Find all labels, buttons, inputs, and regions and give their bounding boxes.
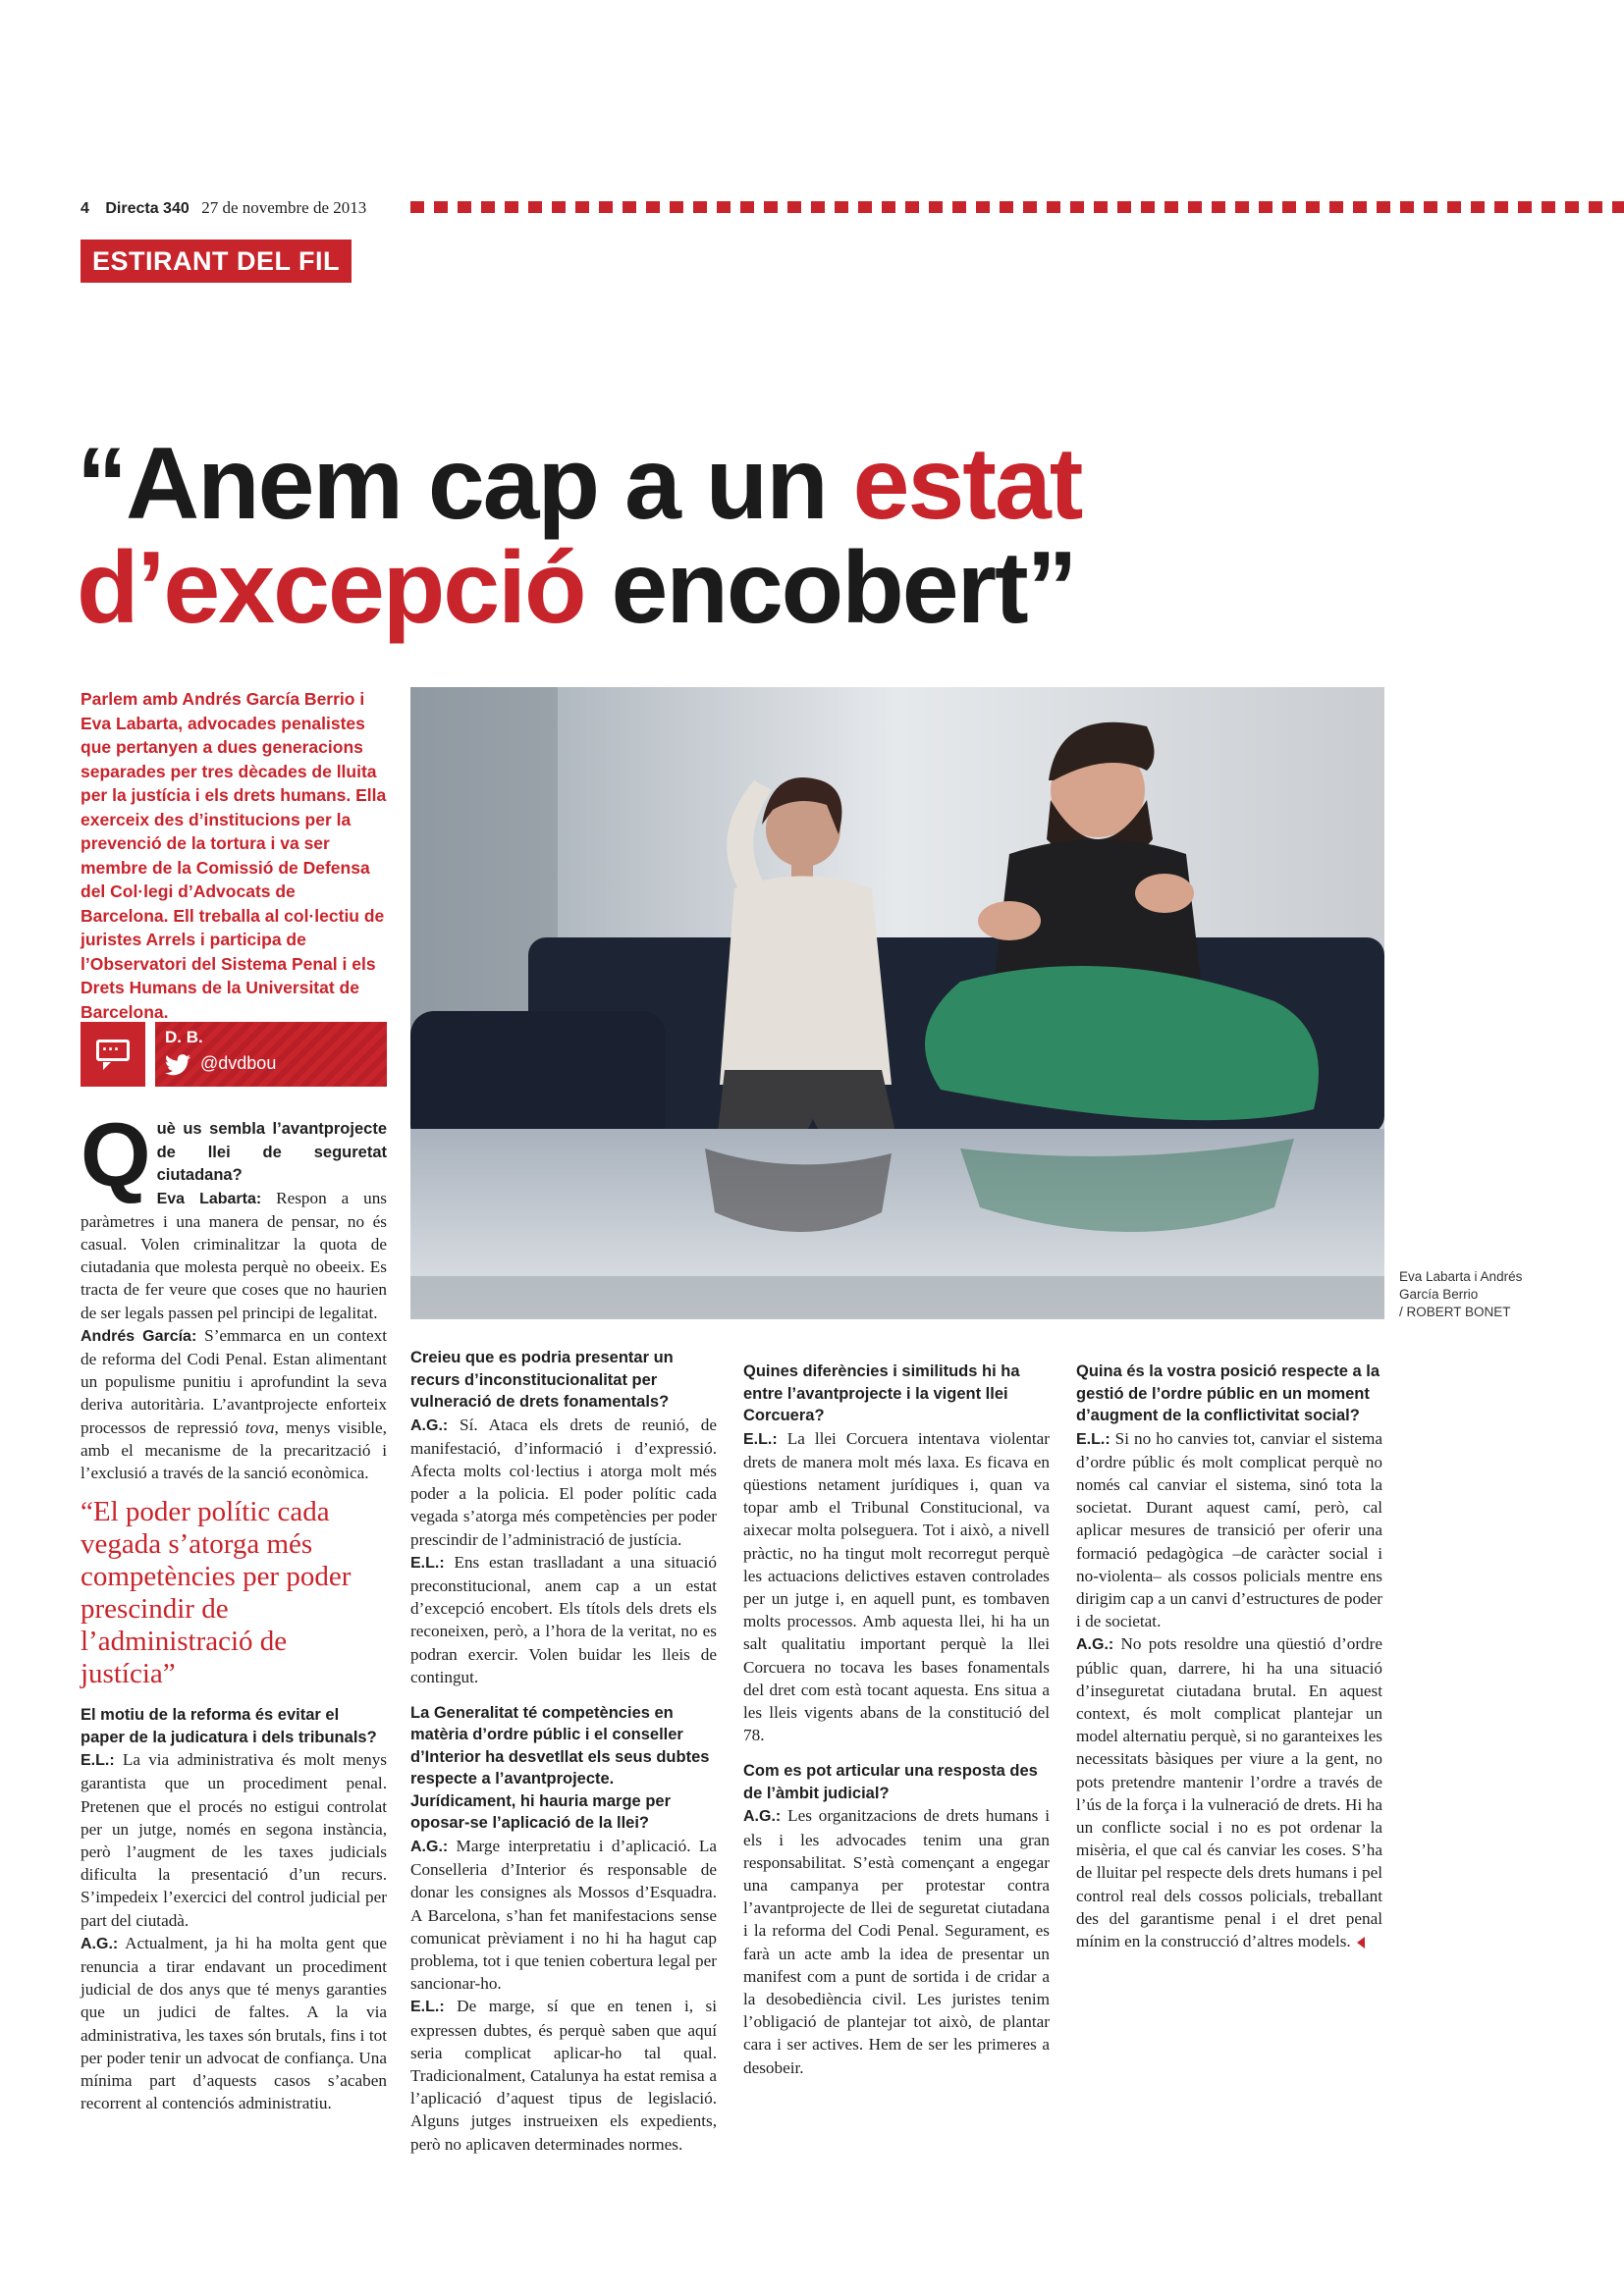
speaker-label: E.L.: bbox=[743, 1430, 778, 1448]
article-column-3 bbox=[743, 1347, 1050, 2079]
answer-text: , menys visible, amb el mecanisme de la precarització i l’exclusió a través de la sanció econòmica. bbox=[81, 1417, 387, 1482]
question-4: La Generalitat té competències en matèria d’ordre públic i el conseller d’Interior ha desvetllat els seus dubtes respecte a l’avantprojecte. Jurídicament, hi hauria marge per oposar-se l’aplicació de la llei? bbox=[410, 1703, 710, 1833]
caption-text: Eva Labarta i Andrés García Berrio bbox=[1399, 1269, 1523, 1302]
answer-text: Les organitzacions de drets humans i els i les advocades tenim una gran responsabilitat. S’està començant a engegar una campanya per protestar contra l’avantprojecte de llei de seguretat ciutadana i la reforma del Codi Penal. Segurament, es farà un acte amb la idea de presentar un manifest com a punt de sortida i de cridar a la desobediència civil. Les juristes tenim l’obligació de plantejar tot això, de plantar cara i ser actives. Hem de ser les primeres a desobeir. bbox=[743, 1806, 1050, 2077]
answer-text: Marge interpretatiu i d’aplicació. La Conselleria d’Interior és responsable de donar les consignes als Mossos d’Esquadra. A Barcelona, s’han fet manifestacions sense comunicat prèviament i no hi ha hagut cap problema, tot i que tenien cobertura legal per sancionar-ho. bbox=[410, 1836, 717, 1994]
header-dash-rule bbox=[410, 201, 1624, 213]
answer-text: Si no ho canvies tot, canviar el sistema d’ordre públic és molt complicat perquè no només cal canviar el sistema, sinó tota la societat. Durant aquest camí, però, cal aplicar mesures de transició per oferir una formació pedagògica –de caràcter social i no-violenta– als cossos policials mentre ens dirigim cap a un canvi d’estructures de poder i de societat. bbox=[1076, 1428, 1382, 1631]
drop-cap: Q bbox=[81, 1105, 151, 1205]
answer-text: La via administrativa és molt menys garantista que un procediment penal. Pretenen que el procés no estigui controlat per un jutge, només en segona instància, però l’augment de les taxes judicials dificulta la presentació d’un recurs. S’impedeix l’exercici del control judicial per part del ciutadà. bbox=[81, 1750, 387, 1930]
speaker-label: Andrés García: bbox=[81, 1327, 197, 1345]
publication-name: Directa 340 bbox=[105, 200, 189, 217]
headline-highlight1: estat bbox=[852, 427, 1082, 541]
photo-illustration bbox=[410, 687, 1384, 1319]
byline bbox=[155, 1022, 387, 1087]
speaker-label: E.L.: bbox=[410, 1999, 445, 2016]
article-column-4 bbox=[1076, 1347, 1382, 1952]
headline bbox=[77, 427, 1549, 645]
answer-text: Respon a uns paràmetres i una manera de pensar, no és casual. Volen criminalitzar la quota de ciutadania que molesta perquè no obeeix. Es tracta de fer veure que coses que no haurien de ser legals passen pel principi de legalitat. bbox=[81, 1188, 387, 1322]
byline-twitter-handle: @dvdbou bbox=[200, 1053, 277, 1073]
page-folio bbox=[81, 198, 366, 218]
answer-text: No pots resoldre una qüestió d’ordre públic quan, darrere, hi ha una situació d’inseguretat ciutadana brutal. En aquest context, és molt complicat plantejar un model alternatiu perquè, si no garanteixes les necessitats bàsiques per viure a la gent, no pots pretendre mantenir l’ordre a través de l’ús de la força i la vulneració de drets. Hi ha un conflicte social i no es pot ordenar la misèria, el que cal és canviar les coses. S’ha de lluitar pel respecte dels drets humans i pel control real dels cossos policials, treballant des del garantisme penal i el dret penal mínim en la construcció d’altres models. bbox=[1076, 1634, 1382, 1950]
section-tag: ESTIRANT DEL FIL bbox=[81, 240, 352, 283]
question-6: Com es pot articular una resposta des de l’àmbit judicial? bbox=[743, 1762, 1038, 1802]
answer-text: S’emmarca en un context de reforma del Codi Penal. Estan alimentant un populisme punitiu i aprofundint la seva deriva autoritària. L’avantprojecte enforteix processos de repressió bbox=[81, 1325, 387, 1437]
comment-bubble-icon: ··· bbox=[81, 1022, 145, 1087]
speaker-label: A.G.: bbox=[81, 1935, 119, 1952]
headline-highlight2: d’excepció bbox=[77, 531, 585, 645]
speaker-label: E.L.: bbox=[81, 1752, 115, 1770]
byline-author: D. B. bbox=[165, 1028, 203, 1046]
question-7: Quina és la vostra posició respecte a la gestió de l’ordre públic en un moment d’augment de la conflictivitat social? bbox=[1076, 1362, 1380, 1424]
speaker-label: A.G.: bbox=[410, 1416, 449, 1434]
question-1: uè us sembla l’avantprojecte de llei de seguretat ciutadana? bbox=[156, 1120, 387, 1184]
headline-part1: “Anem cap a un bbox=[77, 427, 853, 541]
answer-text: Sí. Ataca els drets de reunió, de manifestació, d’informació i d’expressió. Afecta molts col·lectius i atorga molt més poder a la policia. El poder polític cada vegada s’atorga més competències per poder prescindir de l’administració de justícia. bbox=[410, 1415, 717, 1549]
end-of-article-icon bbox=[1357, 1937, 1365, 1949]
question-5: Quines diferències i similituds hi ha entre l’avantprojecte i la vigent llei Corcuera? bbox=[743, 1362, 1020, 1424]
speaker-label: E.L.: bbox=[1076, 1430, 1110, 1448]
pull-quote: “El poder polític cada vegada s’atorga més competències per poder prescindir de l’administració de justícia” bbox=[81, 1496, 352, 1690]
answer-emphasis: tova bbox=[244, 1417, 275, 1437]
speaker-label: A.G.: bbox=[1076, 1636, 1114, 1654]
answer-text: Actualment, ja hi ha molta gent que renuncia a tirar endavant un procediment judicial de dos anys que té menys garanties que un judici de faltes. A la via administrativa, les taxes són brutals, fins i tot per poder tenir un advocat de confiança. Una mínima part d’aquests casos s’acaben recorrent al contenciós administratiu. bbox=[81, 1933, 387, 2113]
photo-caption bbox=[1399, 1268, 1546, 1321]
photo-credit: / ROBERT BONET bbox=[1399, 1305, 1511, 1319]
speaker-label: A.G.: bbox=[410, 1838, 449, 1855]
interview-photo bbox=[410, 687, 1384, 1319]
speaker-label: E.L.: bbox=[410, 1554, 445, 1572]
twitter-bird-icon bbox=[165, 1054, 190, 1076]
speaker-label: A.G.: bbox=[743, 1808, 782, 1826]
article-column-2 bbox=[410, 1347, 717, 2156]
question-3: Creieu que es podria presentar un recurs d’inconstitucionalitat per vulneració de drets fonamentals? bbox=[410, 1349, 674, 1411]
answer-text: Ens estan traslladant a una situació preconstitucional, anem cap a un estat d’excepció encobert. Els títols dels drets els reconeixen, però, a l’hora de la veritat, no es podran exercir. Volen buidar les lleis de contingut. bbox=[410, 1552, 717, 1686]
issue-date: 27 de novembre de 2013 bbox=[201, 198, 367, 217]
page-number: 4 bbox=[81, 200, 89, 217]
lead-paragraph: Parlem amb Andrés García Berrio i Eva Labarta, advocades penalistes que pertanyen a dues generacions separades per tres dècades de lluita per la justícia i els drets humans. Ella exerceix des d’institucions per la prevenció de la tortura i va ser membre de la Comissió de Defensa del Col·legi d’Advocats de Barcelona. Ell treballa al col·lectiu de juristes Arrels i participa de l’Observatori del Sistema Penal i els Drets Humans de la Universitat de Barcelona. bbox=[81, 689, 387, 1022]
article-column-1 bbox=[81, 1105, 387, 2114]
answer-text: De marge, sí que en tenen i, si expressen dubtes, és perquè saben que aquí seria complicat aplicar-ho tal qual. Tradicionalment, Catalunya ha estat remisa a l’aplicació d’aquest tipus de legislació. Alguns jutges instrueixen els expedients, però no aplicaven determinades normes. bbox=[410, 1997, 717, 2154]
answer-text: La llei Corcuera intentava violentar drets de manera molt més laxa. Es ficava en qüestions netament jurídiques i, quan va topar amb el Tribunal Constitucional, va aixecar molta polseguera. Tot i això, a nivell pràctic, no ha tingut molt recorregut perquè les actuacions delictives estaven controlades per un jutge i, en aquell punt, es tombaven molts processos. Amb aquesta llei, hi ha un salt qualitatiu important perquè la llei Corcuera no tocava les bases fonamentals del dret com està tocant aquesta. Ens situa a les lleis vigents abans de la constitució del 78. bbox=[743, 1428, 1050, 1745]
speaker-label: Eva Labarta: bbox=[156, 1190, 262, 1207]
question-2: El motiu de la reforma és evitar el paper de la judicatura i dels tribunals? bbox=[81, 1706, 377, 1746]
headline-part2: encobert” bbox=[584, 531, 1076, 645]
